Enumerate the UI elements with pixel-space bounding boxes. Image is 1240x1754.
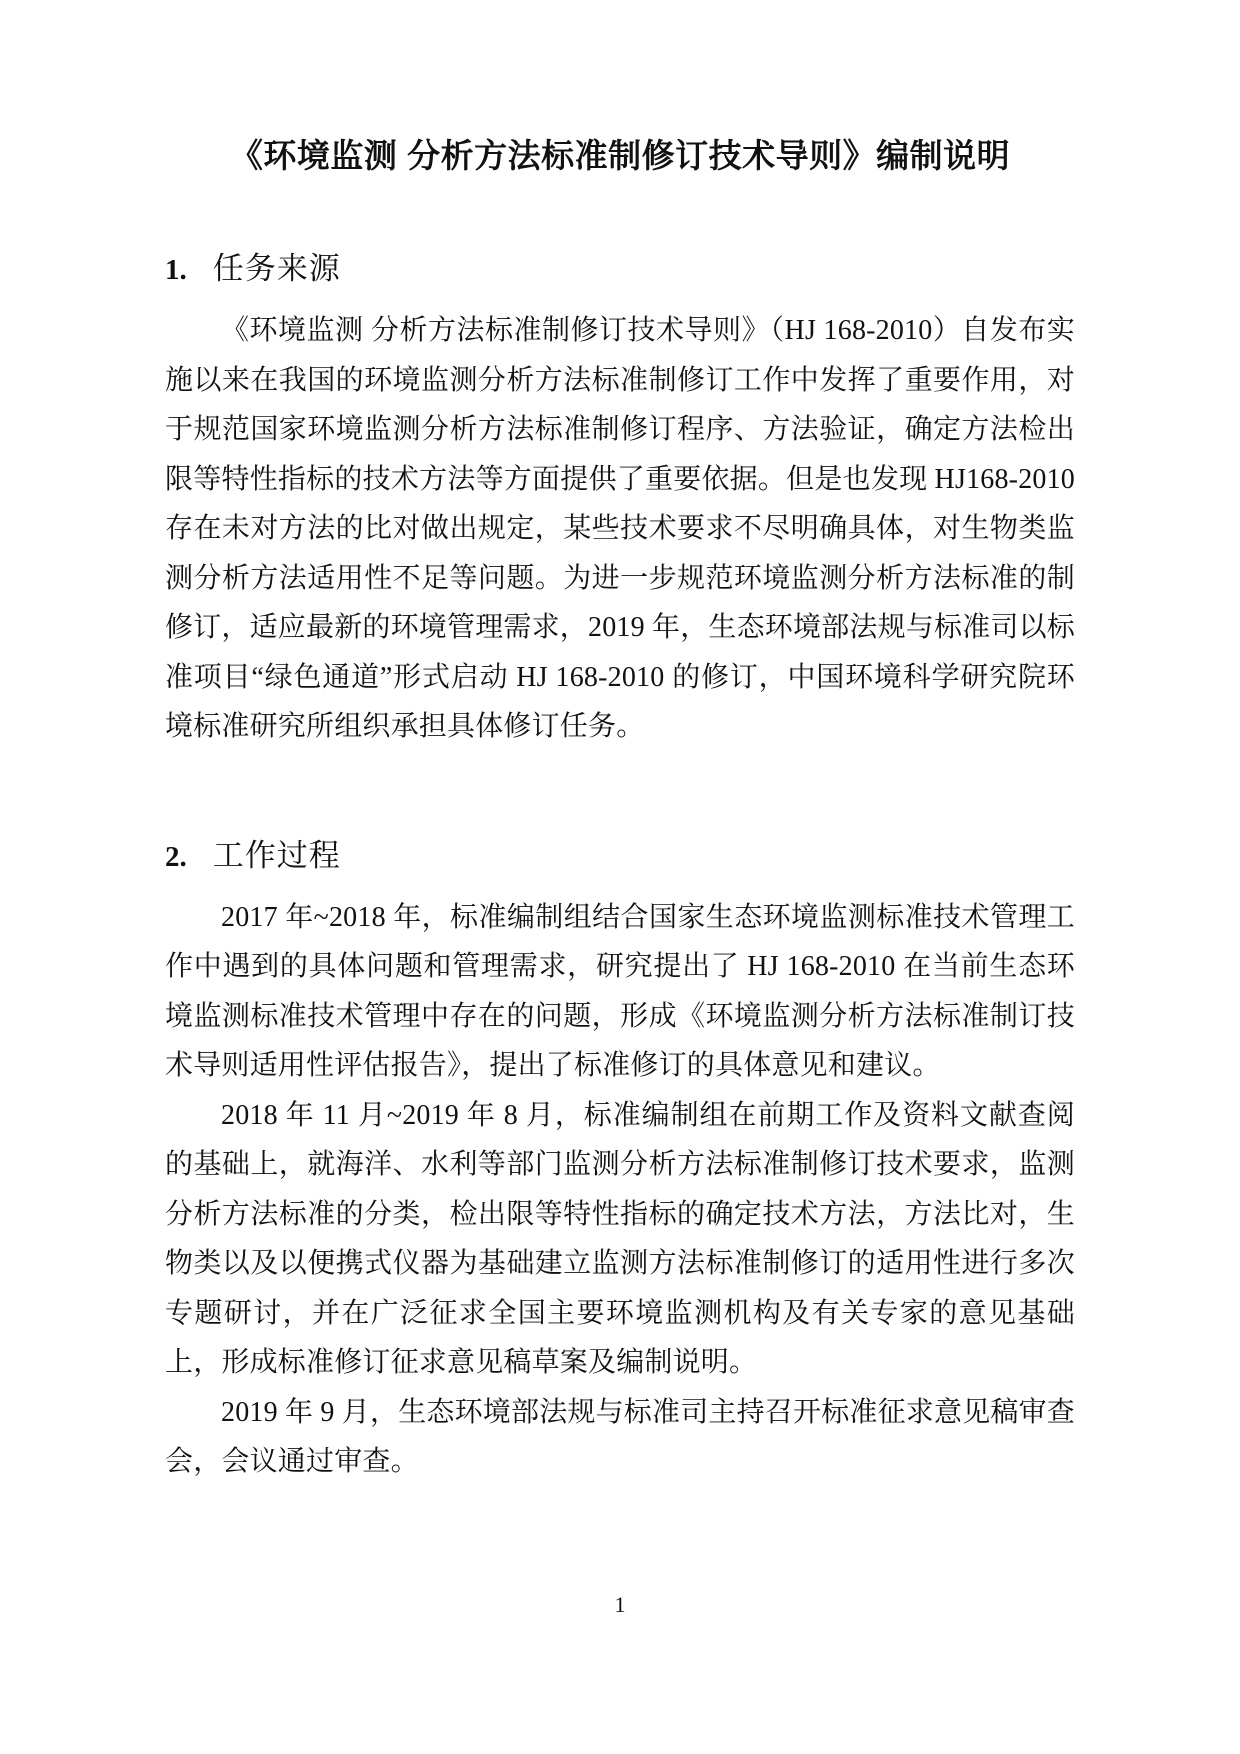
section-2-body <box>165 893 1075 1487</box>
page-number: 1 <box>614 1592 626 1617</box>
section-title: 任务来源 <box>212 251 341 286</box>
section-1-body <box>165 306 1075 752</box>
section-heading-2 <box>165 836 1075 877</box>
paragraph: 2019 年 9 月，生态环境部法规与标准司主持召开标准征求意见稿审查会，会议通过审查。 <box>165 1396 1076 1477</box>
section-heading-1 <box>165 249 1075 290</box>
section-number: 1. <box>165 254 187 286</box>
paragraph: 《环境监测 分析方法标准制修订技术导则》（HJ 168-2010）自发布实施以来在我国的环境监测分析方法标准制修订工作中发挥了重要作用，对于规范国家环境监测分析方法标准制修订程序、方法验证，确定方法检出限等特性指标的技术方法等方面提供了重要依据。但是也发现 HJ168-2010 存在未对方法的比对做出规定，某些技术要求不尽明确具体，对生物类监测分析方法适用性不足等问题。为进一步规范环境监测分析方法标准的制修订，适应最新的环境管理需求，2019 年，生态环境部法规与标准司以标准项目“绿色通道”形式启动 HJ 168-2010 的修订，中国环境科学研究院环境标准研究所组织承担具体修订任务。 <box>165 315 1076 742</box>
section-title: 工作过程 <box>212 837 341 873</box>
paragraph: 2017 年~2018 年，标准编制组结合国家生态环境监测标准技术管理工作中遇到的具体问题和管理需求，研究提出了 HJ 168-2010 在当前生态环境监测标准技术管理中存在的问题，形成《环境监测分析方法标准制订技术导则适用性评估报告》，提出了标准修订的具体意见和建议。 <box>165 901 1075 1081</box>
paragraph: 2018 年 11 月~2019 年 8 月，标准编制组在前期工作及资料文献查阅的基础上，就海洋、水利等部门监测分析方法标准制修订技术要求，监测分析方法标准的分类，检出限等特性指标的确定技术方法，方法比对，生物类以及以便携式仪器为基础建立监测方法标准制修订的适用性进行多次专题研讨，并在广泛征求全国主要环境监测机构及有关专家的意见基础上，形成标准修订征求意见稿草案及编制说明。 <box>165 1099 1075 1378</box>
section-number: 2. <box>165 840 187 873</box>
document-title: 《环境监测 分析方法标准制修订技术导则》编制说明 <box>229 137 1011 174</box>
